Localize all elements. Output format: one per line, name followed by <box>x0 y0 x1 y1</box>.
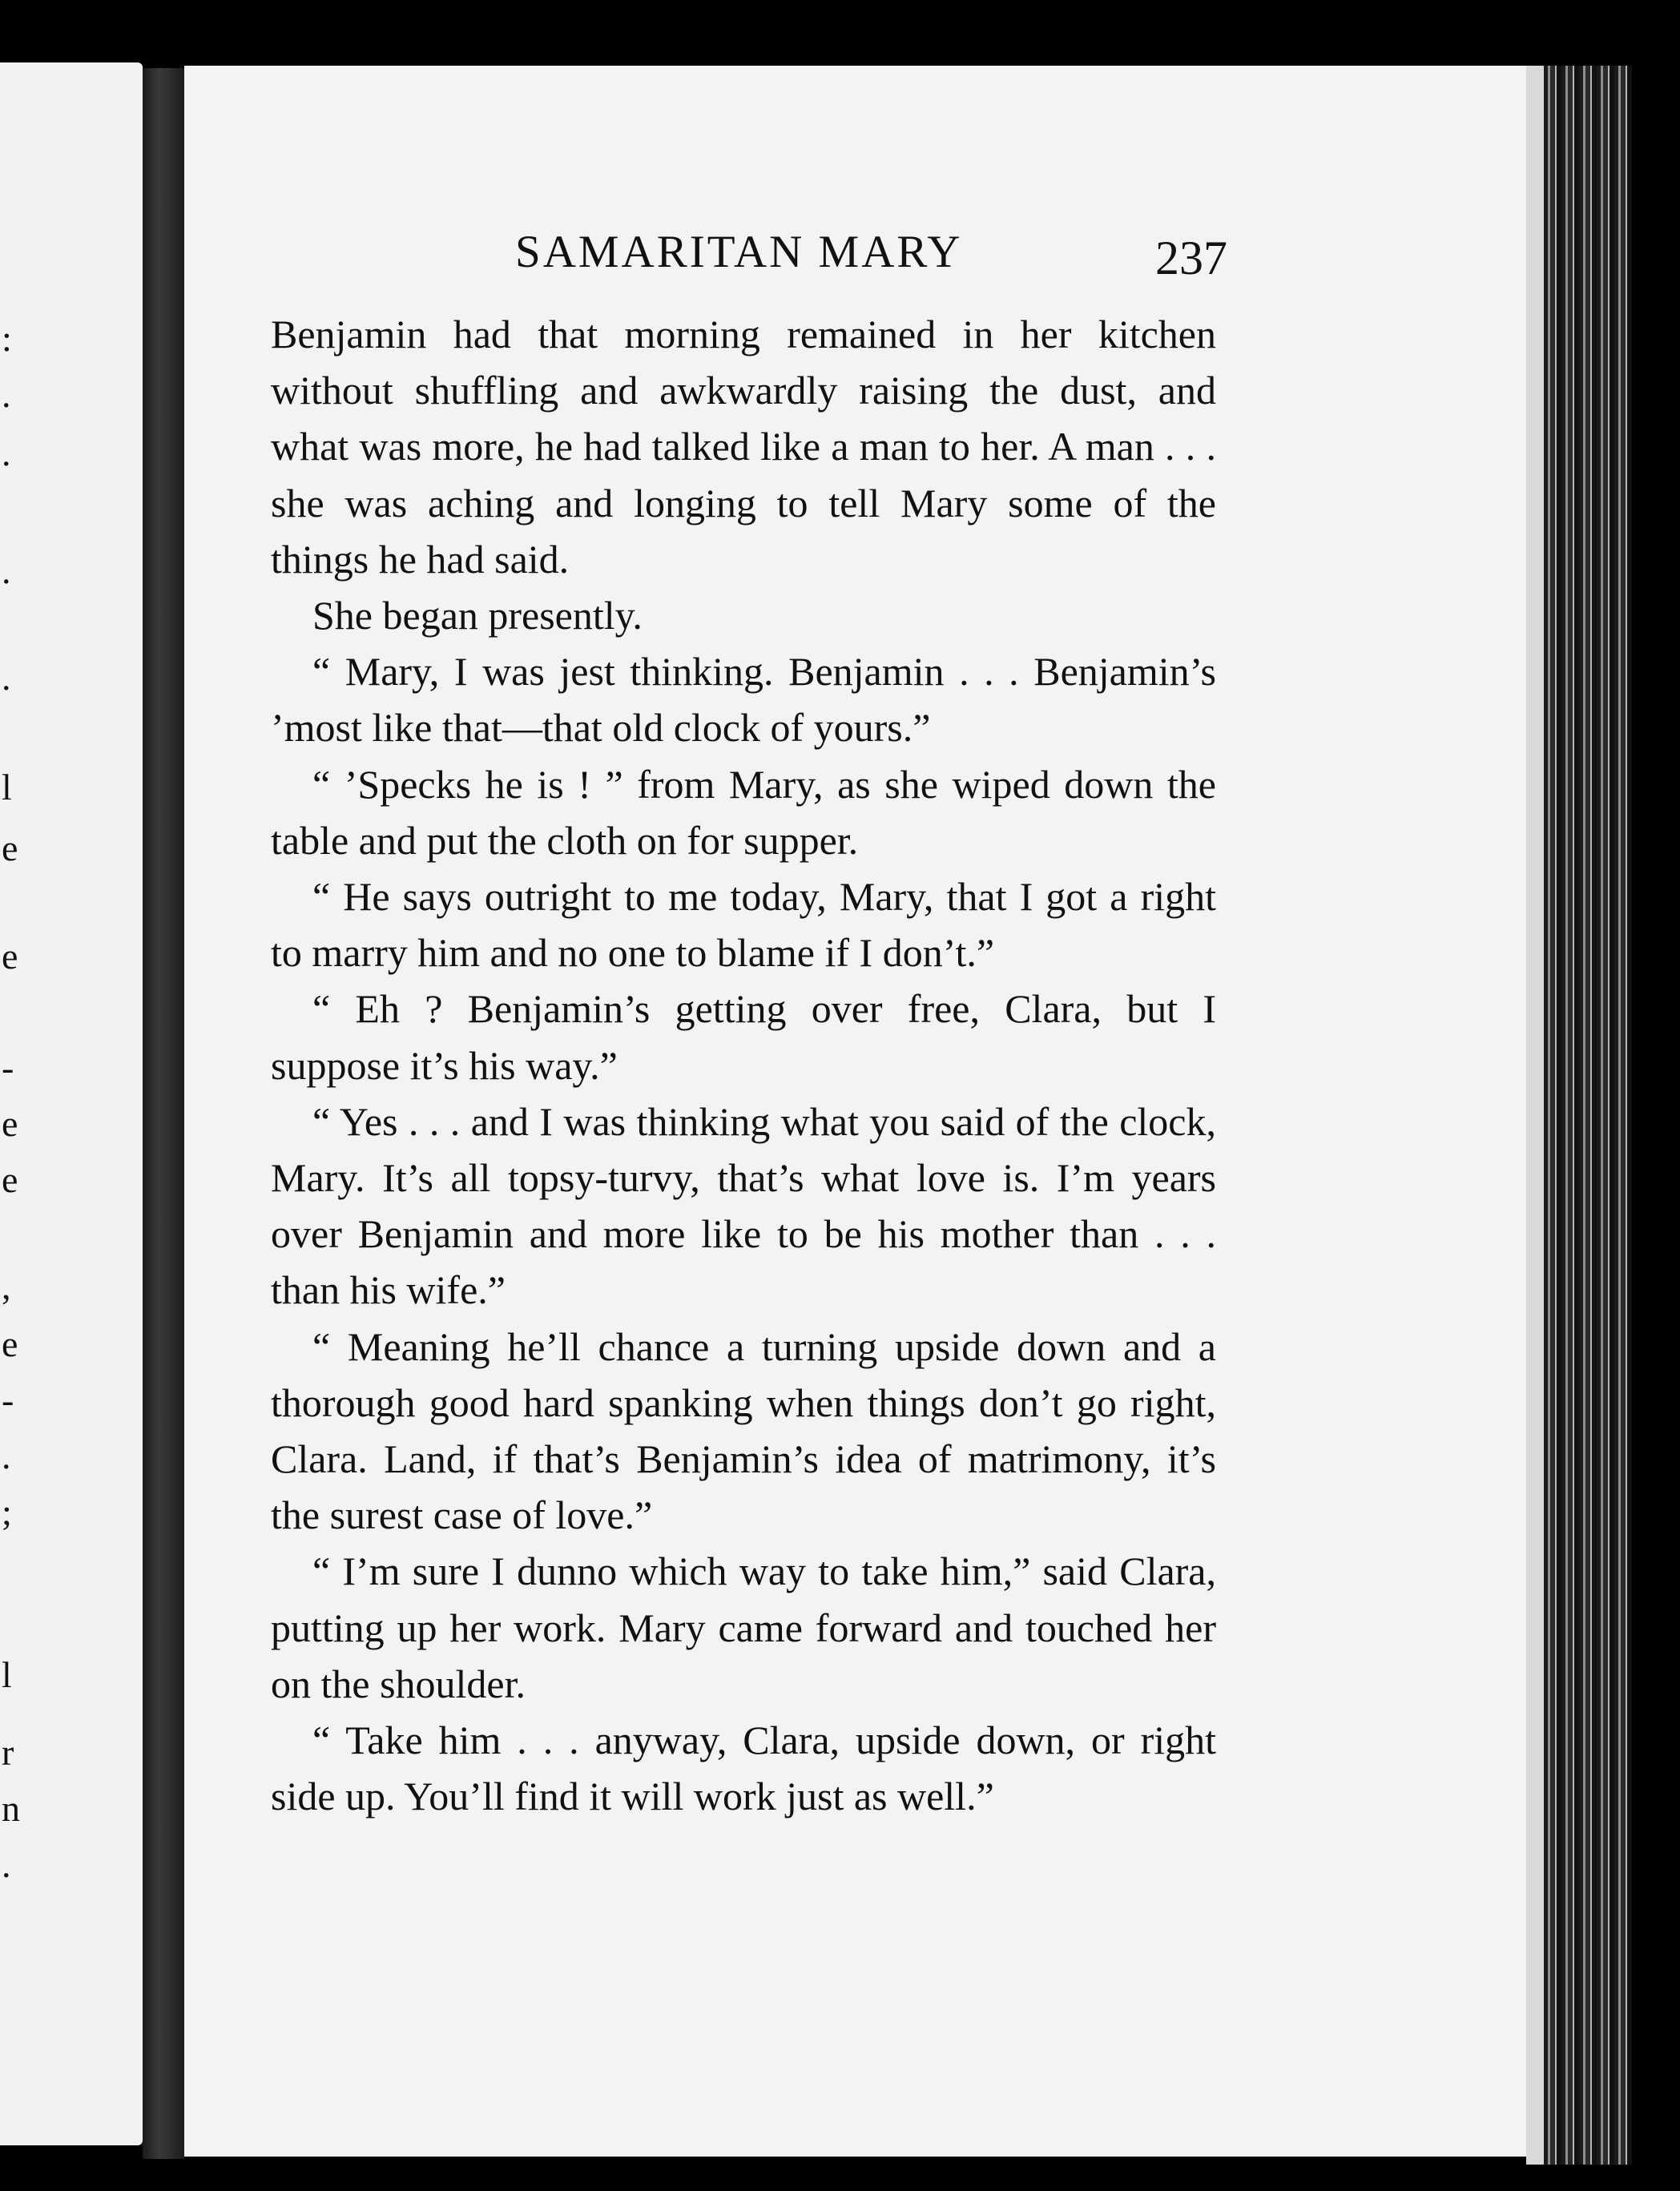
page-header <box>269 226 1227 290</box>
edge-mark: e <box>2 1159 18 1200</box>
binding-gutter <box>143 68 184 2159</box>
body-text <box>271 306 1216 1824</box>
paragraph: “ ’Specks he is ! ” from Mary, as she wiped down the table and put the cloth on for supper. <box>271 761 1216 863</box>
running-head: SAMARITAN MARY <box>515 227 963 277</box>
edge-mark: l <box>2 767 12 808</box>
edge-mark: . <box>2 1436 11 1476</box>
paragraph: “ Yes . . . and I was thinking what you said of the clock, Mary. It’s all topsy-turvy, that’s what love is. I’m years over Benjamin and more like to be his mother than . . . than his wife.” <box>271 1098 1216 1313</box>
paragraph: “ Meaning he’ll chance a turning upside down and a thorough good hard spanking when things don’t go right, Clara. Land, if that’s Benjamin’s idea of matrimony, it’s the surest case of love.” <box>271 1323 1216 1538</box>
edge-mark: - <box>2 1047 14 1088</box>
page-number: 237 <box>1155 232 1227 284</box>
edge-mark: - <box>2 1379 14 1420</box>
previous-page-edge <box>0 62 143 2145</box>
paragraph: “ Mary, I was jest thinking. Benjamin . . . Benjamin’s ’most like that—that old clock of yours.” <box>271 649 1216 751</box>
paragraph: “ Take him . . . anyway, Clara, upside down, or right side up. You’ll find it will work just as well.” <box>271 1718 1216 1819</box>
page-fore-edge <box>1526 66 1680 2165</box>
edge-mark: n <box>2 1788 20 1829</box>
edge-mark: , <box>2 1266 11 1307</box>
edge-mark: ; <box>2 1492 12 1532</box>
paragraph: “ He says outright to me today, Mary, that I got a right to marry him and no one to blame if I don’t.” <box>271 874 1216 976</box>
paragraph: “ I’m sure I dunno which way to take him,” said Clara, putting up her work. Mary came forward and touched her on the shoulder. <box>271 1549 1216 1706</box>
edge-mark: l <box>2 1654 12 1695</box>
edge-mark: . <box>2 1844 11 1885</box>
edge-mark: e <box>2 1323 18 1364</box>
edge-mark: : <box>2 318 12 359</box>
edge-mark: e <box>2 936 18 977</box>
paragraph: She began presently. <box>312 593 643 638</box>
edge-mark: e <box>2 828 18 868</box>
edge-mark: . <box>2 433 11 473</box>
edge-mark: . <box>2 550 11 591</box>
edge-mark: r <box>2 1732 14 1773</box>
paragraph: Benjamin had that morning remained in her kitchen without shuffling and awkwardly raising the dust, and what was more, he had talked like a man to her. A man . . . she was aching and longing to tell Mary some of the things he had said. <box>271 312 1216 582</box>
edge-mark: e <box>2 1103 18 1144</box>
edge-mark: . <box>2 657 11 698</box>
paragraph: “ Eh ? Benjamin’s getting over free, Clara, but I suppose it’s his way.” <box>271 986 1216 1088</box>
edge-mark: . <box>2 374 11 415</box>
